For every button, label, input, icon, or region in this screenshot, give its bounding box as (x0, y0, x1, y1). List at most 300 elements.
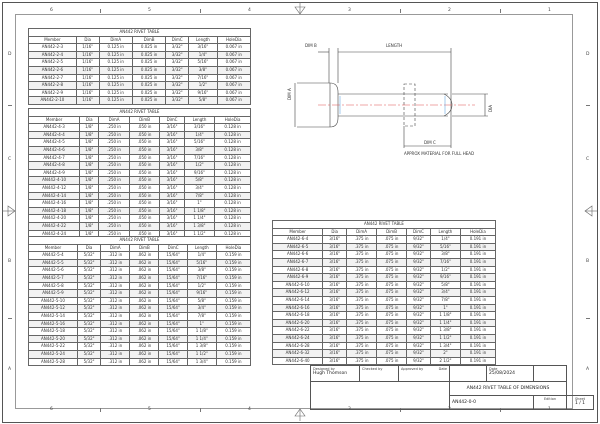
table-cell: 1/16" (76, 51, 99, 59)
table-row (273, 334, 496, 342)
table-cell: AN442-6-10 (273, 281, 323, 289)
table-cell: 0.128 in (215, 215, 251, 223)
table-cell: 15/64" (159, 312, 187, 320)
table-cell: .050 in (129, 177, 160, 185)
table-cell: .050 in (129, 131, 160, 139)
table-cell: AN442-5-12 (29, 305, 78, 313)
table-cell: 5/32" (77, 290, 100, 298)
table-cell: AN442-6-8 (273, 266, 323, 274)
table-cell: AN442-6-6 (273, 251, 323, 259)
table-cell: 0.125 in (99, 51, 132, 59)
table-cell: .075 in (377, 334, 407, 342)
date-value: 25/08/2024 (489, 371, 515, 376)
table-cell: 5/8" (431, 281, 461, 289)
table-cell: .062 in (130, 328, 159, 336)
table-cell: 3/16" (160, 139, 184, 147)
dia-label: DIA (488, 105, 493, 112)
table-cell: 0.128 in (215, 200, 251, 208)
table-cell: 1/4" (184, 131, 214, 139)
table-cell: 0.025 in (132, 82, 165, 90)
table-cell: .250 in (99, 184, 130, 192)
table-row (29, 358, 251, 366)
table-cell: AN442-6-4 (273, 236, 323, 244)
table-cell: .075 in (377, 304, 407, 312)
table-cell: 3/16" (160, 131, 184, 139)
table-cell: 0.128 in (215, 222, 251, 230)
table-cell: 3/16" (160, 184, 184, 192)
table-cell: 1 3/8" (431, 327, 461, 335)
table-row (29, 184, 251, 192)
zone-marker: B (8, 259, 12, 264)
table-cell: .312 in (101, 267, 130, 275)
table-cell: 0.025 in (132, 74, 165, 82)
table-row (29, 222, 251, 230)
table-cell: 9/16" (189, 89, 217, 97)
table-cell: 5/16" (431, 243, 461, 251)
table-cell: 0.191 in (460, 334, 495, 342)
table-cell: 0.191 in (460, 304, 495, 312)
table-cell: .062 in (130, 358, 159, 366)
table-cell: 0.128 in (215, 184, 251, 192)
zone-marker: D (586, 52, 590, 57)
table-cell: .312 in (101, 252, 130, 260)
table-cell: 0.125 in (99, 44, 132, 52)
table-cell: 3/16" (323, 304, 347, 312)
table-cell: .062 in (130, 252, 159, 260)
table-cell: 0.159 in (216, 290, 250, 298)
table-cell: .312 in (101, 259, 130, 267)
table-cell: 9/32" (407, 281, 431, 289)
rivet-table-an442-2 (28, 28, 251, 105)
table-cell: 9/32" (407, 258, 431, 266)
table-cell: 15/64" (159, 343, 187, 351)
column-header: DimB (130, 244, 159, 252)
column-header: DimA (99, 36, 132, 44)
column-header: HoleDia (216, 244, 250, 252)
table-row (273, 350, 496, 358)
table-cell: 0.125 in (99, 89, 132, 97)
table-cell: 1" (184, 200, 214, 208)
table-cell: 1 1/2" (431, 334, 461, 342)
table-cell: 0.159 in (216, 350, 250, 358)
column-header: Member (29, 36, 77, 44)
table-cell: 15/64" (159, 335, 187, 343)
column-header: Dia (80, 116, 99, 124)
table-cell: 0.128 in (215, 177, 251, 185)
table-cell: 0.159 in (216, 282, 250, 290)
column-header: Dia (323, 228, 347, 236)
column-header: DimC (407, 228, 431, 236)
zone-marker: 2 (448, 8, 451, 13)
table-row (29, 177, 251, 185)
table-cell: AN442-5-16 (29, 320, 78, 328)
table-cell: .312 in (101, 320, 130, 328)
table-cell: 0.025 in (132, 97, 165, 105)
table-cell: 0.128 in (215, 230, 251, 238)
table-row (29, 274, 251, 282)
table-cell: .250 in (99, 192, 130, 200)
table-cell: 0.191 in (460, 312, 495, 320)
column-header: DimC (166, 36, 189, 44)
table-row (29, 305, 251, 313)
table-cell: 3/16" (160, 154, 184, 162)
table-row (29, 97, 251, 105)
table-cell: AN442-5-10 (29, 297, 78, 305)
table-cell: 5/32" (77, 350, 100, 358)
table-cell: 1/8" (80, 230, 99, 238)
table-row (273, 236, 496, 244)
table-row (273, 274, 496, 282)
table-cell: 7/8" (184, 192, 214, 200)
table-cell: 3/16" (323, 251, 347, 259)
table-row (273, 319, 496, 327)
table-cell: 0.159 in (216, 297, 250, 305)
table-cell: 9/32" (407, 342, 431, 350)
table-cell: .375 in (347, 327, 377, 335)
table-cell: 0.128 in (215, 162, 251, 170)
table-row (29, 267, 251, 275)
table-cell: 5/8" (189, 97, 217, 105)
table-cell: 3/16" (160, 215, 184, 223)
table-cell: .062 in (130, 297, 159, 305)
table-cell: 1 1/2" (184, 230, 214, 238)
table-row (273, 342, 496, 350)
table-cell: AN442-6-40 (273, 357, 323, 365)
table-cell: 5/32" (77, 343, 100, 351)
table-row (29, 192, 251, 200)
table-cell: .250 in (99, 200, 130, 208)
zone-marker: C (8, 157, 12, 162)
table-cell: 5/32" (77, 297, 100, 305)
table-cell: 3/16" (160, 169, 184, 177)
table-cell: 15/64" (159, 305, 187, 313)
table-cell: 1/8" (80, 200, 99, 208)
table-row (29, 131, 251, 139)
table-cell: 5/8" (187, 297, 216, 305)
table-row (29, 290, 251, 298)
table-cell: 1/8" (80, 215, 99, 223)
table-cell: 1/16" (76, 66, 99, 74)
table-cell: AN442-5-14 (29, 312, 78, 320)
table-row (29, 259, 251, 267)
table-cell: 3/4" (431, 289, 461, 297)
table-cell: 1 1/8" (431, 312, 461, 320)
table-cell: 0.191 in (460, 266, 495, 274)
table-cell: .075 in (377, 289, 407, 297)
dim-b-label: DIM B (305, 43, 317, 48)
table-cell: 15/64" (159, 320, 187, 328)
table-cell: 0.159 in (216, 358, 250, 366)
column-header: Member (273, 228, 323, 236)
table-cell: .075 in (377, 296, 407, 304)
table-cell: 0.191 in (460, 258, 495, 266)
table-row (29, 154, 251, 162)
table-cell: 9/32" (407, 334, 431, 342)
table-cell: AN442-4-8 (29, 162, 80, 170)
sheet-value: 1 / 1 (574, 401, 586, 406)
table-cell: 0.191 in (460, 274, 495, 282)
table-cell: 15/64" (159, 274, 187, 282)
table-cell: 3/16" (160, 162, 184, 170)
table-cell: .062 in (130, 305, 159, 313)
column-header: Length (431, 228, 461, 236)
zone-marker: 6 (50, 8, 53, 13)
table-cell: 0.125 in (99, 97, 132, 105)
table-row (29, 343, 251, 351)
table-cell: 7/16" (189, 74, 217, 82)
table-cell: 3/16" (323, 319, 347, 327)
table-cell: AN442-6-20 (273, 319, 323, 327)
designed-by-value: Hugh Thomson (313, 371, 348, 376)
table-cell: 3/16" (323, 357, 347, 365)
table-row (29, 312, 251, 320)
table-title: AN442 RIVET TABLE (29, 237, 251, 245)
table-cell: 15/64" (159, 358, 187, 366)
table-cell: 3/32" (166, 89, 189, 97)
table-cell: 1/8" (80, 154, 99, 162)
table-row (29, 252, 251, 260)
table-cell: AN442-5-20 (29, 335, 78, 343)
zone-marker: 1 (548, 8, 551, 13)
table-cell: 0.159 in (216, 343, 250, 351)
table-cell: .375 in (347, 357, 377, 365)
table-cell: 1 1/4" (187, 335, 216, 343)
table-cell: AN442-2-7 (29, 74, 77, 82)
table-row (29, 328, 251, 336)
table-cell: 3/16" (160, 230, 184, 238)
edition-label: Edition (543, 397, 557, 401)
table-cell: .250 in (99, 146, 130, 154)
table-cell: .250 in (99, 154, 130, 162)
table-cell: 15/64" (159, 350, 187, 358)
length-label: LENGTH (386, 43, 403, 48)
table-cell: .375 in (347, 312, 377, 320)
table-row (273, 251, 496, 259)
table-cell: 7/8" (187, 312, 216, 320)
table-cell: 5/32" (77, 252, 100, 260)
table-cell: 7/16" (187, 274, 216, 282)
table-row (273, 312, 496, 320)
table-cell: 3/16" (323, 327, 347, 335)
table-cell: AN442-4-9 (29, 169, 80, 177)
table-cell: 0.159 in (216, 312, 250, 320)
table-cell: 9/16" (184, 169, 214, 177)
table-cell: AN442-6-18 (273, 312, 323, 320)
table-cell: 9/16" (187, 290, 216, 298)
table-cell: 0.025 in (132, 44, 165, 52)
table-cell: 9/32" (407, 304, 431, 312)
column-header: DimC (159, 244, 187, 252)
table-row (29, 124, 251, 132)
zone-marker: 4 (248, 407, 251, 412)
table-cell: 0.067 in (217, 66, 250, 74)
table-cell: AN442-2-8 (29, 82, 77, 90)
note-approx-material: APPROX MATERIAL FOR FULL HEAD (404, 151, 475, 156)
table-cell: 3/16" (184, 124, 214, 132)
table-cell: 1/8" (80, 124, 99, 132)
table-row (29, 89, 251, 97)
table-cell: AN442-5-22 (29, 343, 78, 351)
table-cell: .312 in (101, 350, 130, 358)
table-cell: .062 in (130, 312, 159, 320)
dim-a-label: DIM A (287, 88, 292, 100)
table-cell: .375 in (347, 304, 377, 312)
table-row (29, 297, 251, 305)
column-header: Length (184, 116, 214, 124)
table-row (29, 169, 251, 177)
table-cell: 1/8" (80, 222, 99, 230)
table-cell: 1/4" (431, 236, 461, 244)
table-cell: 3/16" (323, 281, 347, 289)
table-cell: AN442-2-4 (29, 51, 77, 59)
table-cell: 0.067 in (217, 44, 250, 52)
table-cell: 3/32" (166, 74, 189, 82)
table-cell: .075 in (377, 312, 407, 320)
column-header: Length (187, 244, 216, 252)
table-cell: AN442-4-10 (29, 177, 80, 185)
table-cell: .375 in (347, 319, 377, 327)
table-cell: 0.128 in (215, 207, 251, 215)
table-cell: 15/64" (159, 282, 187, 290)
table-row (29, 139, 251, 147)
zone-marker: 6 (50, 407, 53, 412)
table-cell: .050 in (129, 184, 160, 192)
column-header: Dia (77, 244, 100, 252)
table-cell: 3/16" (323, 243, 347, 251)
table-cell: 3/32" (166, 97, 189, 105)
table-cell: AN442-4-24 (29, 230, 80, 238)
table-cell: 0.191 in (460, 243, 495, 251)
table-cell: .075 in (377, 319, 407, 327)
table-cell: .075 in (377, 274, 407, 282)
table-cell: 1 1/4" (431, 319, 461, 327)
checked-by-label: Checked by (362, 367, 383, 371)
table-cell: .375 in (347, 281, 377, 289)
table-cell: 1/8" (80, 139, 99, 147)
table-cell: .050 in (129, 192, 160, 200)
table-cell: 0.128 in (215, 192, 251, 200)
table-cell: .075 in (377, 327, 407, 335)
dim-c-label: DIM C (424, 140, 436, 145)
table-cell: 1/2" (431, 266, 461, 274)
table-cell: 0.128 in (215, 124, 251, 132)
table-row (273, 243, 496, 251)
table-cell: 9/32" (407, 319, 431, 327)
rivet-table-an442-4 (28, 108, 251, 238)
table-cell: 0.191 in (460, 342, 495, 350)
table-cell: AN442-4-20 (29, 215, 80, 223)
table-cell: 0.025 in (132, 51, 165, 59)
table-cell: 0.128 in (215, 169, 251, 177)
table-cell: .250 in (99, 230, 130, 238)
table-cell: 1 3/4" (431, 342, 461, 350)
table-cell: 1/4" (189, 51, 217, 59)
table-row (29, 207, 251, 215)
table-cell: AN442-4-7 (29, 154, 80, 162)
table-row (29, 335, 251, 343)
table-cell: 3/32" (166, 66, 189, 74)
table-cell: 5/16" (184, 139, 214, 147)
table-cell: 1/2" (184, 162, 214, 170)
table-cell: 9/32" (407, 289, 431, 297)
table-cell: 1" (431, 304, 461, 312)
table-row (29, 282, 251, 290)
table-cell: AN442-6-14 (273, 296, 323, 304)
table-cell: 3/16" (160, 124, 184, 132)
table-row (273, 281, 496, 289)
table-cell: 3/8" (187, 267, 216, 275)
table-cell: AN442-4-3 (29, 124, 80, 132)
table-cell: 1/16" (76, 89, 99, 97)
table-row (29, 74, 251, 82)
table-title: AN442 RIVET TABLE (29, 29, 251, 37)
table-cell: 3/16" (160, 146, 184, 154)
table-cell: 3/16" (323, 342, 347, 350)
table-cell: 15/64" (159, 252, 187, 260)
table-cell: 1 1/8" (187, 328, 216, 336)
table-cell: 0.125 in (99, 66, 132, 74)
table-cell: 3/16" (323, 334, 347, 342)
table-cell: 3/16" (323, 274, 347, 282)
table-cell: 0.159 in (216, 320, 250, 328)
table-cell: 7/8" (431, 296, 461, 304)
table-cell: 3/4" (184, 184, 214, 192)
table-cell: 3/8" (431, 251, 461, 259)
table-cell: .375 in (347, 296, 377, 304)
zone-marker: 2 (448, 407, 451, 412)
table-cell: .050 in (129, 215, 160, 223)
rivet-table-an442-6 (272, 220, 496, 365)
table-cell: AN442-5-4 (29, 252, 78, 260)
table-cell: .375 in (347, 266, 377, 274)
table-cell: 0.128 in (215, 154, 251, 162)
table-cell: 1 1/2" (187, 350, 216, 358)
zone-marker: 5 (148, 8, 151, 13)
table-cell: .312 in (101, 290, 130, 298)
table-cell: AN442-6-28 (273, 342, 323, 350)
table-cell: 1 3/4" (187, 358, 216, 366)
table-cell: .375 in (347, 258, 377, 266)
table-row (29, 66, 251, 74)
table-cell: 0.128 in (215, 146, 251, 154)
table-cell: .250 in (99, 124, 130, 132)
table-cell: AN442-6-7 (273, 258, 323, 266)
zone-marker: 4 (248, 8, 251, 13)
table-cell: AN442-5-18 (29, 328, 78, 336)
table-cell: 15/64" (159, 290, 187, 298)
table-cell: 9/32" (407, 236, 431, 244)
table-cell: AN442-2-6 (29, 66, 77, 74)
table-cell: AN442-2-9 (29, 89, 77, 97)
table-cell: 1/8" (80, 207, 99, 215)
table-cell: 2" (431, 350, 461, 358)
table-cell: 1 3/8" (187, 343, 216, 351)
zone-marker: B (586, 259, 590, 264)
drawing-number: AN442-0-0 (452, 400, 477, 405)
table-cell: .075 in (377, 236, 407, 244)
table-cell: 5/32" (77, 358, 100, 366)
table-cell: 3/32" (166, 44, 189, 52)
table-cell: 0.191 in (460, 319, 495, 327)
table-cell: .312 in (101, 335, 130, 343)
table-cell: AN442-2-10 (29, 97, 77, 105)
table-cell: .050 in (129, 169, 160, 177)
table-row (29, 82, 251, 90)
table-cell: .062 in (130, 343, 159, 351)
table-cell: 0.191 in (460, 327, 495, 335)
table-cell: 0.191 in (460, 357, 495, 365)
table-cell: 5/16" (187, 259, 216, 267)
